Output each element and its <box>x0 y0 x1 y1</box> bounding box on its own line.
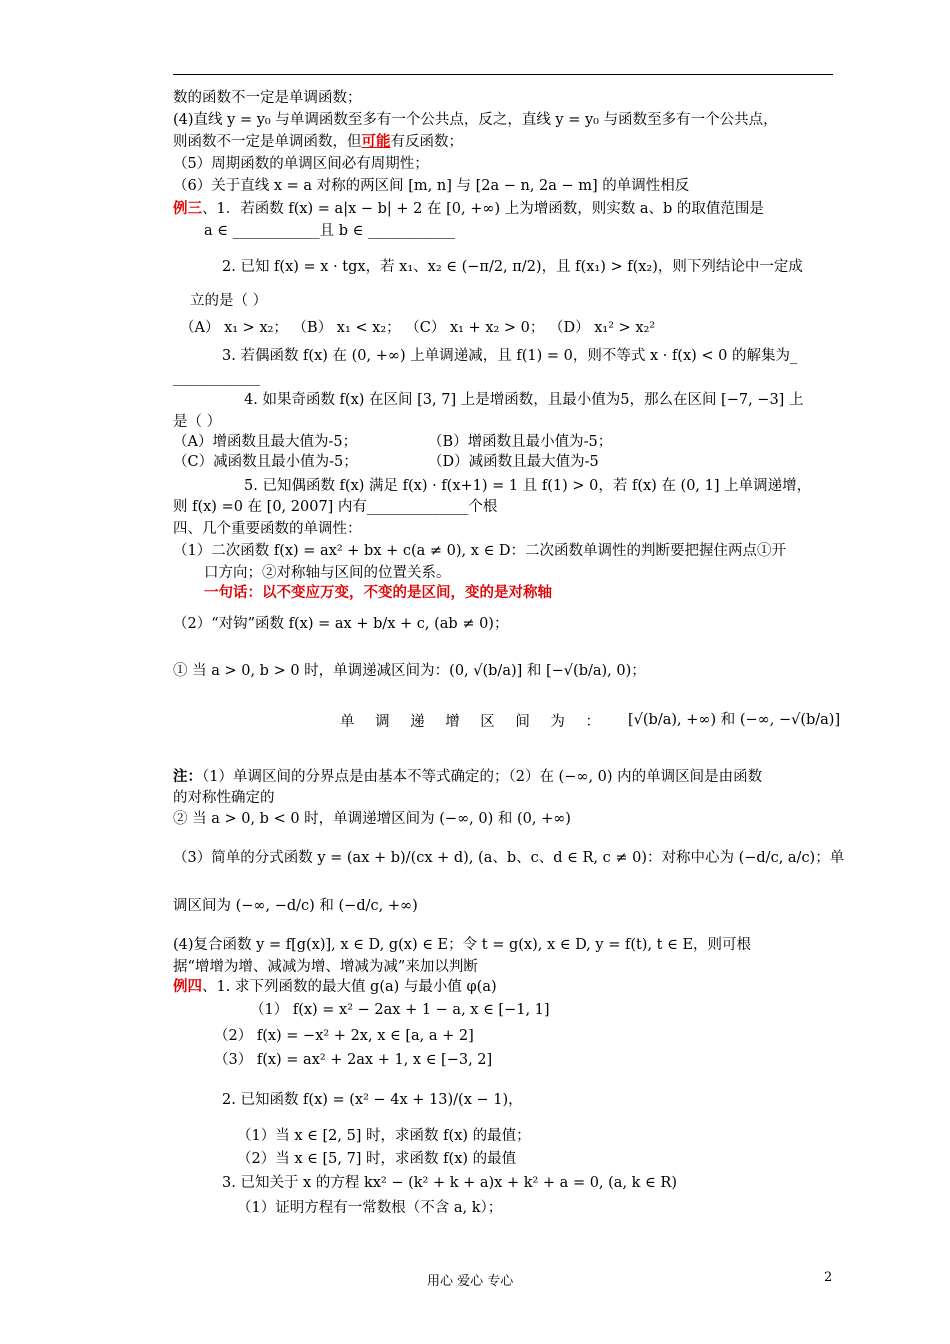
text-run: 、1．若函数 f(x) = a|x − b| + 2 在 [0, +∞) 上为增函数，则实数 a、b 的取值范围是 <box>202 201 764 217</box>
spread-char: 为 <box>550 714 565 730</box>
text-line: (4)直线 y = y₀ 与单调函数至多有一个公共点，反之，直线 y = y₀ 与函数至多有一个公共点， <box>173 112 778 128</box>
text-run: 则函数不一定是单调函数，但 <box>173 134 362 150</box>
text-line: 据“增增为增、减减为增、增减为减”来加以判断 <box>173 959 478 975</box>
text-run: 有反函数； <box>390 134 463 150</box>
text-run: （1）单调区间的分界点是由基本不等式确定的；（2）在 (−∞, 0) 内的单调区间是由函数 <box>202 769 763 785</box>
answer-choices: （A） x₁ > x₂； （B） x₁ < x₂； （C） x₁ + x₂ > 0； （D） x₁² > x₂² <box>180 320 656 336</box>
example-label: 例三 <box>173 200 202 217</box>
spread-char: ： <box>585 714 600 730</box>
text-line <box>173 132 463 152</box>
text-line: 2. 已知 f(x) = x · tgx，若 x₁、x₂ ∈ (−π/2, π/2)，且 f(x₁) > f(x₂)，则下列结论中一定成 <box>222 259 803 275</box>
text-line: 5. 已知偶函数 f(x) 满足 f(x) · f(x+1) = 1 且 f(1) > 0，若 f(x) 在 (0, 1] 上单调递增， <box>244 478 812 494</box>
answer-blank: ____________ <box>173 370 260 386</box>
header-rule <box>173 74 833 75</box>
text-line: 3. 若偶函数 f(x) 在 (0, +∞) 上单调递减，且 f(1) = 0，则不等式 x · f(x) < 0 的解集为_ <box>222 348 798 364</box>
answer-choice: （C）减函数且最小值为-5； <box>173 454 358 470</box>
text-line: 口方向；②对称轴与区间的位置关系。 <box>204 565 451 581</box>
text-line: （1）当 x ∈ [2, 5] 时，求函数 f(x) 的最值； <box>237 1128 531 1144</box>
spread-label <box>340 710 600 731</box>
text-line: （3）简单的分式函数 y = (ax + b)/(cx + d), (a、b、c、d ∈ R, c ≠ 0)：对称中心为 (−d/c, a/c)；单 <box>173 850 845 866</box>
text-line: (4)复合函数 y = f[g(x)], x ∈ D, g(x) ∈ E；令 t = g(x), x ∈ D, y = f(t), t ∈ E，则可根 <box>173 937 752 953</box>
text-line: 立的是（ ） <box>190 293 268 309</box>
spread-char: 间 <box>515 714 530 730</box>
text-line: （1） f(x) = x² − 2ax + 1 − a, x ∈ [−1, 1] <box>250 1002 550 1018</box>
text-line: （3） f(x) = ax² + 2ax + 1, x ∈ [−3, 2] <box>214 1052 493 1068</box>
answer-choice: （D）减函数且最大值为-5 <box>428 454 599 470</box>
answer-blanks: a ∈ ____________且 b ∈ ____________ <box>204 223 455 239</box>
text-line: （5）周期函数的单调区间必有周期性； <box>173 156 429 172</box>
note-line <box>173 767 762 787</box>
text-line: 2. 已知函数 f(x) = (x² − 4x + 13)/(x − 1)， <box>222 1092 523 1108</box>
text-line: ② 当 a > 0, b < 0 时，单调递增区间为 (−∞, 0) 和 (0, +∞) <box>173 811 571 827</box>
page-number: 2 <box>824 1270 833 1285</box>
text-run: 、1. 求下列函数的最大值 g(a) 与最小值 φ(a) <box>202 979 497 995</box>
spread-char: 区 <box>480 714 495 730</box>
answer-choice: （B）增函数且最小值为-5； <box>428 434 613 450</box>
key-phrase: 一句话：以不变应万变，不变的是区间，变的是对称轴 <box>204 584 552 601</box>
spread-char: 调 <box>375 714 390 730</box>
spread-char: 单 <box>340 714 355 730</box>
formula: [√(b/a), +∞) 和 (−∞, −√(b/a)] <box>628 712 841 728</box>
example-heading <box>173 199 764 219</box>
text-line: 数的函数不一定是单调函数； <box>173 90 362 106</box>
highlighted-word: 可能 <box>361 133 391 150</box>
footer-motto: 用心 爱心 专心 <box>427 1274 514 1289</box>
example-heading <box>173 977 497 997</box>
spread-char: 递 <box>410 714 425 730</box>
spread-char: 增 <box>445 714 460 730</box>
text-line: （1）二次函数 f(x) = ax² + bx + c(a ≠ 0), x ∈ D：二次函数单调性的判断要把握住两点①开 <box>173 543 787 559</box>
text-line: （2）“对钩”函数 f(x) = ax + b/x + c, (ab ≠ 0)； <box>173 616 509 632</box>
example-label: 例四 <box>173 978 202 995</box>
text-line: 4. 如果奇函数 f(x) 在区间 [3, 7] 上是增函数，且最小值为5，那么在区间 [−7, −3] 上 <box>244 392 804 408</box>
text-line: （2）当 x ∈ [5, 7] 时，求函数 f(x) 的最值 <box>237 1151 517 1167</box>
text-line: 是（ ） <box>173 414 222 430</box>
section-heading: 四、几个重要函数的单调性： <box>173 521 362 537</box>
text-line: 3. 已知关于 x 的方程 kx² − (k² + k + a)x + k² + a = 0, (a, k ∈ R) <box>222 1175 677 1191</box>
text-line: （1）证明方程有一常数根（不含 a, k）； <box>237 1200 503 1216</box>
answer-choice: （A）增函数且最大值为-5； <box>173 434 358 450</box>
text-line: （2） f(x) = −x² + 2x, x ∈ [a, a + 2] <box>214 1028 474 1044</box>
text-line: 则 f(x) =0 在 [0, 2007] 内有______________个根 <box>173 499 498 515</box>
text-line: 调区间为 (−∞, −d/c) 和 (−d/c, +∞) <box>173 898 418 914</box>
text-line: ① 当 a > 0, b > 0 时，单调递减区间为：(0, √(b/a)] 和 [−√(b/a), 0)； <box>173 663 646 679</box>
text-line: （6）关于直线 x = a 对称的两区间 [m, n] 与 [2a − n, 2a − m] 的单调性相反 <box>173 178 690 194</box>
text-line: 的对称性确定的 <box>173 790 275 806</box>
note-label: 注： <box>173 768 202 785</box>
